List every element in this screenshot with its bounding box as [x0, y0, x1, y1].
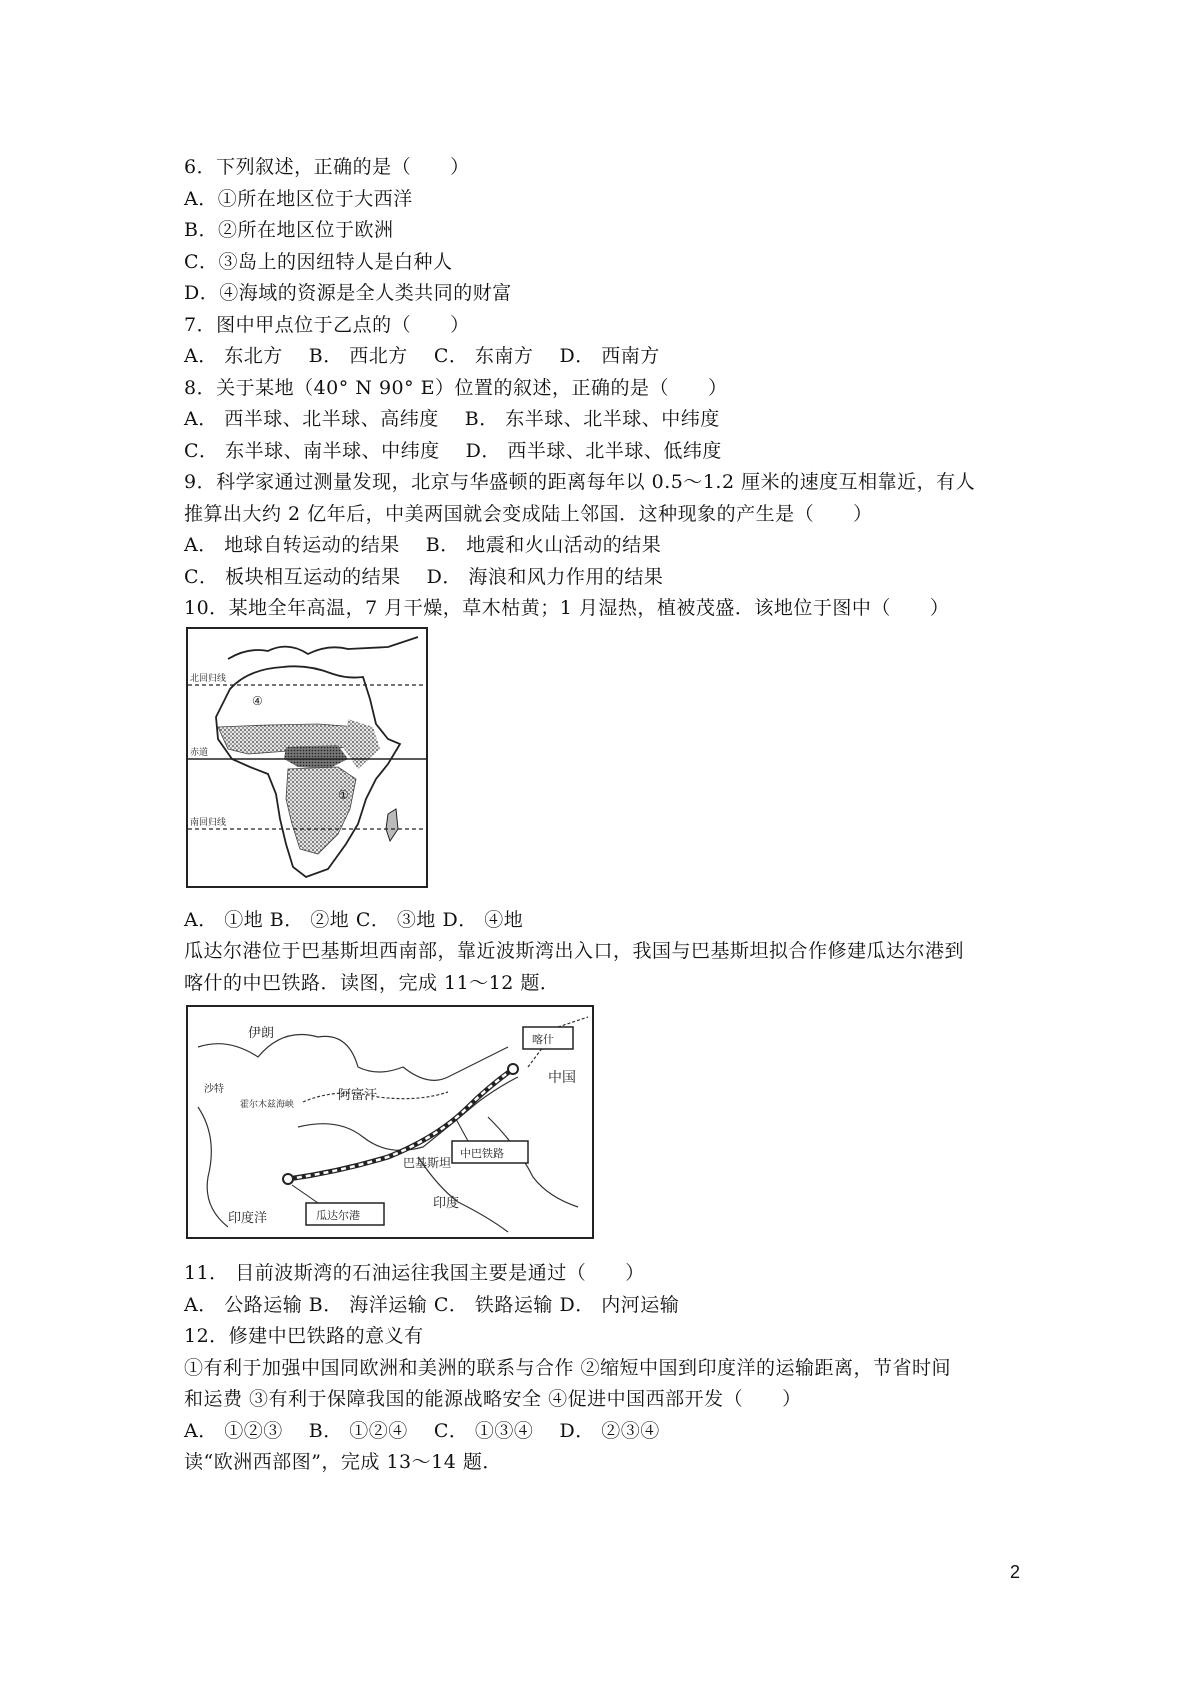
callout-railway: 中巴铁路 [460, 1147, 504, 1160]
q13-14-intro: 读“欧洲西部图”，完成 13～14 题． [184, 1451, 502, 1473]
q9-stem-line1: 9．科学家通过测量发现，北京与华盛顿的距离每年以 0.5～1.2 厘米的速度互相靠近，有人 [184, 471, 976, 493]
q10-stem: 10．某地全年高温，7 月干燥，草木枯黄；1 月湿热，植被茂盛．该地位于图中（ ） [184, 597, 950, 619]
q10-options: A． ①地 B． ②地 C． ③地 D． ④地 [184, 909, 524, 931]
q9-stem-line2: 推算出大约 2 亿年后，中美两国就会变成陆上邻国．这种现象的产生是（ ） [184, 503, 873, 525]
china-pakistan-railway-map [186, 1005, 594, 1239]
q8-options-ab: A． 西半球、北半球、高纬度 B． 东半球、北半球、中纬度 [184, 408, 720, 430]
page-number: 2 [1010, 1562, 1021, 1582]
q9-options-cd: C． 板块相互运动的结果 D． 海浪和风力作用的结果 [184, 566, 664, 588]
callout-kashgar: 喀什 [532, 1033, 554, 1046]
label-arabia: 沙特 [204, 1084, 224, 1095]
q7-stem: 7．图中甲点位于乙点的（ ） [184, 314, 470, 336]
q12-statement-line1: ①有利于加强中国同欧洲和美洲的联系与合作 ②缩短中国到印度洋的运输距离，节省时间 [184, 1357, 952, 1379]
label-strait: 霍尔木兹海峡 [240, 1100, 295, 1110]
label-china: 中国 [548, 1070, 576, 1086]
marker-4: ④ [252, 694, 263, 708]
q6-option-d: D．④海域的资源是全人类共同的财富 [184, 282, 512, 304]
q6-option-a: A．①所在地区位于大西洋 [184, 188, 413, 210]
q11-options: A． 公路运输 B． 海洋运输 C． 铁路运输 D． 内河运输 [184, 1294, 680, 1316]
passage-line1: 瓜达尔港位于巴基斯坦西南部，靠近波斯湾出入口，我国与巴基斯坦拟合作修建瓜达尔港到 [184, 940, 965, 962]
label-indian-ocean: 印度洋 [228, 1211, 268, 1226]
label-pakistan: 巴基斯坦 [403, 1156, 452, 1170]
tropic-of-capricorn-label: 南回归线 [190, 818, 227, 828]
q12-statement-line2: 和运费 ③有利于保障我国的能源战略安全 ④促进中国西部开发（ ） [184, 1388, 802, 1410]
label-afghanistan: 阿富汗 [338, 1088, 378, 1103]
tropic-of-cancer-label: 北回归线 [190, 674, 227, 684]
equator-label: 赤道 [190, 748, 209, 758]
marker-1: ① [338, 788, 349, 802]
q8-options-cd: C． 东半球、南半球、中纬度 D． 西半球、北半球、低纬度 [184, 440, 722, 462]
q11-stem: 11． 目前波斯湾的石油运往我国主要是通过（ ） [184, 1262, 645, 1284]
q6-option-b: B．②所在地区位于欧洲 [184, 219, 394, 241]
q9-options-ab: A． 地球自转运动的结果 B． 地震和火山活动的结果 [184, 534, 662, 556]
label-india: 印度 [433, 1196, 460, 1211]
q6-option-c: C．③岛上的因纽特人是白种人 [184, 251, 453, 273]
passage-line2: 喀什的中巴铁路．读图，完成 11～12 题． [184, 972, 560, 994]
q8-stem: 8．关于某地（40° N 90° E）位置的叙述，正确的是（ ） [184, 377, 728, 399]
q12-stem: 12．修建中巴铁路的意义有 [184, 1325, 424, 1347]
callout-gwadar: 瓜达尔港 [316, 1209, 360, 1222]
q12-options: A． ①②③ B． ①②④ C． ①③④ D． ②③④ [184, 1420, 660, 1442]
q6-stem: 6．下列叙述，正确的是（ ） [184, 156, 470, 178]
label-iran: 伊朗 [248, 1026, 275, 1041]
q7-options: A． 东北方 B． 西北方 C． 东南方 D． 西南方 [184, 345, 660, 367]
africa-climate-map [186, 627, 428, 888]
